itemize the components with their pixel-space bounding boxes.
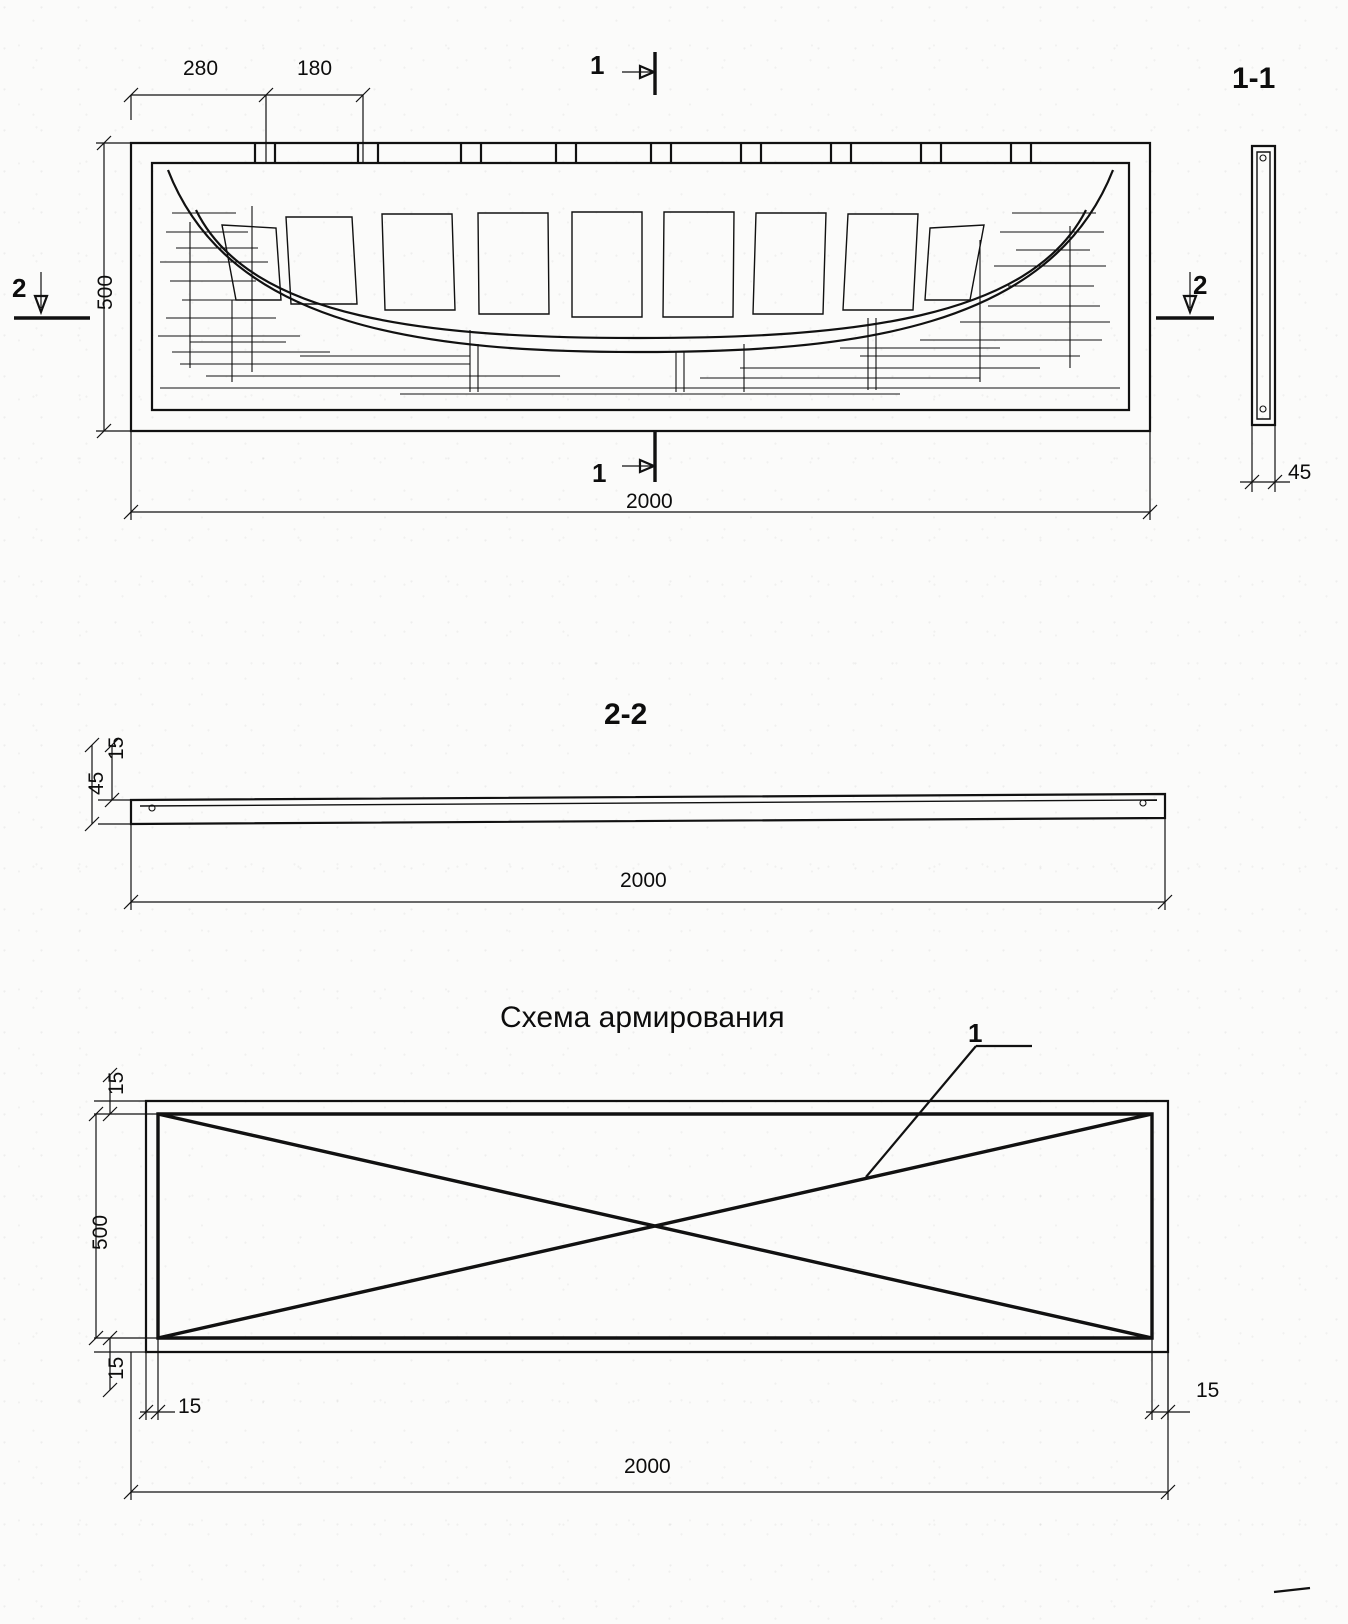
- dim-label-2000-section-2-2: 2000: [620, 869, 667, 892]
- callout-label-1: 1: [968, 1018, 983, 1048]
- dim-label-500-scheme: 500: [89, 1214, 112, 1250]
- dim-label-45-section-1-1: 45: [1288, 461, 1312, 484]
- dim-label-2000-main: 2000: [626, 490, 673, 513]
- dim-label-2000-scheme: 2000: [624, 1455, 671, 1478]
- reinforcement-scheme-title: Схема армирования: [500, 1001, 785, 1034]
- stray-mark: [1274, 1588, 1310, 1592]
- section-1-1-title: 1-1: [1232, 62, 1276, 95]
- dim-label-280: 280: [183, 57, 219, 80]
- section-2-2-title: 2-2: [604, 698, 648, 731]
- section-mark-2-right: 2: [1193, 270, 1208, 300]
- dim-label-45-section-2-2: 45: [85, 771, 108, 795]
- dim-label-15-right: 15: [1196, 1379, 1220, 1402]
- section-mark-1-top: 1: [590, 50, 605, 80]
- dim-label-15-section-2-2: 15: [105, 736, 128, 760]
- dim-label-15-bottom: 15: [105, 1356, 128, 1380]
- section-1-1-view: [1240, 146, 1290, 492]
- dim-label-500-main: 500: [94, 274, 117, 310]
- main-plan-view: [14, 52, 1214, 520]
- section-mark-1-bottom: 1: [592, 458, 607, 488]
- dim-label-15-left: 15: [178, 1395, 202, 1418]
- reinforcement-scheme-view: [89, 1046, 1190, 1500]
- section-mark-2-left: 2: [12, 273, 27, 303]
- dim-label-15-top: 15: [105, 1071, 128, 1095]
- dim-label-180: 180: [297, 57, 333, 80]
